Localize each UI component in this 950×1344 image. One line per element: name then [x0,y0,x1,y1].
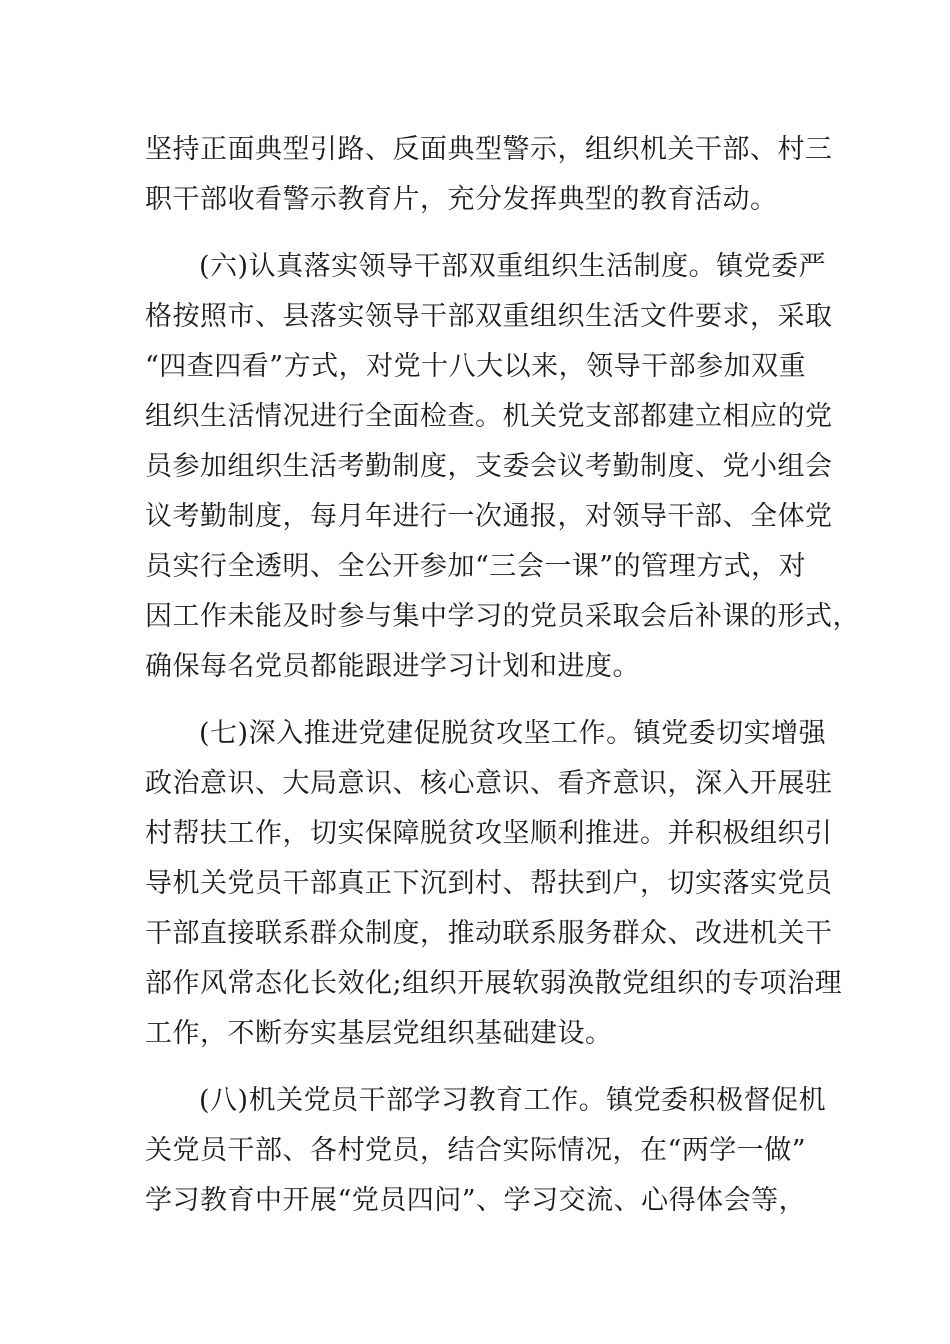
text-line: 工作，不断夯实基层党组织基础建设。 [145,1018,613,1049]
text-line: 坚持正面典型引路、反面典型警示，组织机关干部、村三 [145,134,833,165]
text-line: 确保每名党员都能跟进学习计划和进度。 [145,651,640,682]
text-line: 员实行全透明、全公开参加“三会一课”的管理方式，对 [145,551,807,582]
text-line: 关党员干部、各村党员，结合实际情况，在“两学一做” [145,1135,807,1166]
text-line: 议考勤制度，每月年进行一次通报，对领导干部、全体党 [145,501,833,532]
text-line: 因工作未能及时参与集中学习的党员采取会后补课的形式， [145,601,860,632]
text-line: 职干部收看警示教育片，充分发挥典型的教育活动。 [145,184,778,215]
text-line: “四查四看”方式，对党十八大以来，领导干部参加双重 [145,351,807,382]
text-line: 干部直接联系群众制度，推动联系服务群众、改进机关干 [145,918,833,949]
text-line: 导机关党员干部真正下沉到村、帮扶到户，切实落实党员 [145,868,833,899]
section-heading-7: (七)深入推进党建促脱贫攻坚工作。镇党委切实增强 [199,718,827,749]
text-line: 政治意识、大局意识、核心意识、看齐意识，深入开展驻 [145,768,833,799]
text-line: 员参加组织生活考勤制度，支委会议考勤制度、党小组会 [145,451,833,482]
text-line: 村帮扶工作，切实保障脱贫攻坚顺利推进。并积极组织引 [145,818,833,849]
section-heading-8: (八)机关党员干部学习教育工作。镇党委积极督促机 [199,1085,827,1116]
section-heading-6: (六)认真落实领导干部双重组织生活制度。镇党委严 [199,251,827,282]
text-line: 部作风常态化长效化;组织开展软弱涣散党组织的专项治理 [145,968,843,999]
text-line: 学习教育中开展“党员四问”、学习交流、心得体会等， [145,1185,807,1216]
text-line: 组织生活情况进行全面检查。机关党支部都建立相应的党 [145,401,833,432]
text-line: 格按照市、县落实领导干部双重组织生活文件要求，采取 [145,301,833,332]
